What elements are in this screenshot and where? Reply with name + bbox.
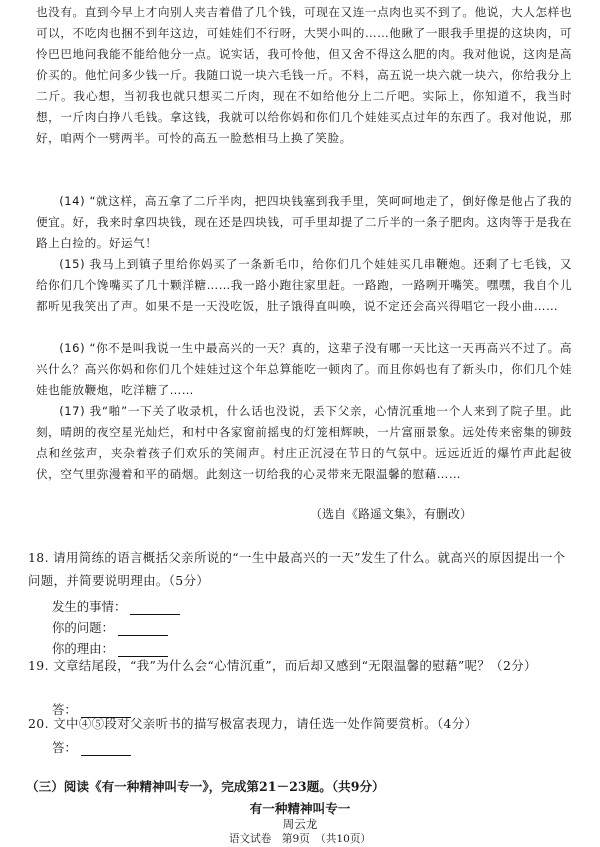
q18-reason-label: 你的理由：: [52, 641, 114, 656]
q18-question-row: [52, 618, 168, 636]
q18-question-label: 你的问题：: [52, 620, 114, 635]
question-18: 18. 请用简练的语言概括父亲所说的“一生中最高兴的一天”发生了什么。就高兴的原因提出一个问题，并简要说明理由。（5分）: [28, 550, 566, 588]
article-paragraph-15: (15) 我马上到镇子里给你妈买了一条新毛巾，给你们几个娃娃买几串鞭炮。还剩了七毛钱，又给你们几个馋嘴买了几十颗洋糖……我一路小跑往家里赶。一路跑，一路咧开嘴笑。嘿嘿，我自个儿都听见我笑出了声。如果不是一天没吃饭，肚子饿得直叫唤，说不定还会高兴得唱它一段小曲……: [36, 257, 572, 313]
article-paragraph-continued: 也没有。直到今早上才向别人夹吉着借了几个钱，可现在又连一点肉也买不到了。他说，大人怎样也可以，不吃肉也捆不到年这边，可娃娃们不行呀，大哭小叫的……他瞅了一眼我手里提的这块肉，可怜巴巴地问我能不能给他分一点。说实话，我可怜他，但又舍不得这么肥的肉。我对他说，这肉是高价买的。他忙问多少钱一斤。我随口说一块六毛钱一斤。不料，高五说一块六就一块六，你给我分上二斤。我心想，当初我也就只想买二斤肉，现在不如给他分上二斤吧。实际上，你知道不，我当时想，一斤肉白挣八毛钱。拿这钱，我就可以给你妈和你们几个娃娃买点过年的东西了。我对他说，那好，咱两个一劈两半。可怜的高五一脸愁相马上换了笑脸。: [36, 5, 572, 145]
q19-answer-label: 答：: [52, 702, 77, 717]
section-title: 有一种精神叫专一: [249, 801, 351, 816]
section-author: 周云龙: [282, 817, 318, 831]
section-header: （三）阅读《有一种精神叫专一》，完成第21－23题。（共9分）: [26, 779, 385, 794]
question-20: 20. 文中④⑤段对父亲听书的描写极富表现力，请任选一处作简要赏析。（4分）: [28, 716, 478, 731]
question-19: 19. 文章结尾段，“我”为什么会“心情沉重”，而后却又感到“无限温馨的慰藉”呢？（2分）: [28, 658, 537, 673]
q18-event-row: [52, 597, 180, 615]
q20-answer-blank[interactable]: [81, 743, 131, 756]
article-paragraph-17: (17) 我“啪”一下关了收录机，什么话也没说，丢下父亲，心情沉重地一个人来到了院子里。此刻，晴朗的夜空星光灿烂，和村中各家窗前摇曳的灯笼相辉映，一片富丽景象。远处传来密集的铆鼓点和丝弦声，夹杂着孩子们欢乐的笑闹声。村庄正沉浸在节日的气氛中。远远近近的爆竹声此起彼伏，空气里弥漫着和平的硝烟。此刻这一切给我的心灵带来无限温馨的慰藉……: [36, 404, 572, 481]
article-source: （选自《路遥文集》，有删改）: [309, 507, 472, 521]
page-footer: 语文试卷 第9页 （共10页）: [228, 833, 372, 845]
q18-event-label: 发生的事情：: [52, 599, 127, 614]
article-paragraph-14: (14) “就这样，高五拿了二斤半肉，把四块钱塞到我手里，笑呵呵地走了，倒好像是他占了我的便宜。好，我来时拿四块钱，现在还是四块钱，可手里却提了二斤半的一条子肥肉。这肉等于是我在路上白捡的。好运气！: [36, 194, 572, 250]
article-paragraph-16: (16) “你不是叫我说一生中最高兴的一天？真的，这辈子没有哪一天比这一天再高兴不过了。高兴什么？高兴你妈和你们几个娃娃过这个年总算能吃一顿肉了。而且你妈也有了新头巾，你们几个娃娃也能放鞭炮，吃洋糖了……: [36, 341, 572, 397]
q20-answer-row: [52, 738, 131, 756]
q18-question-blank[interactable]: [118, 623, 168, 636]
q18-event-blank[interactable]: [130, 602, 180, 615]
q20-answer-label: 答：: [52, 740, 77, 755]
